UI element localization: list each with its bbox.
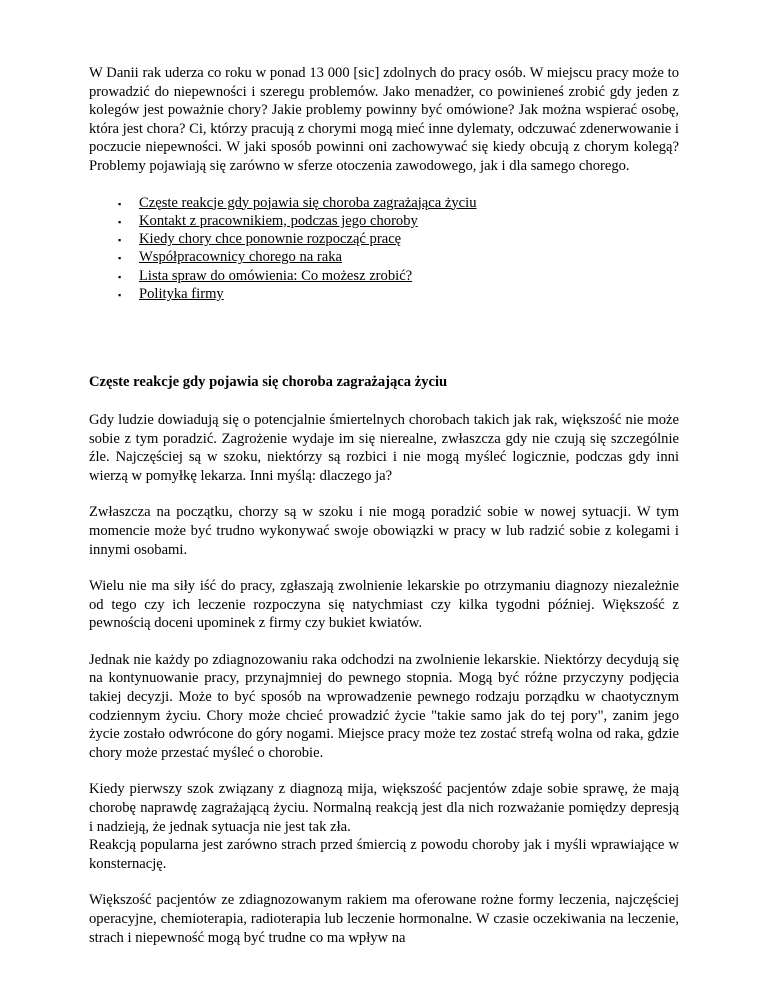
toc-item-checklist — [118, 267, 679, 285]
toc-link-company-policy[interactable]: Polityka firmy — [139, 286, 224, 303]
document-page — [89, 64, 679, 965]
section-paragraph: Wielu nie ma siły iść do pracy, zgłaszają zwolnienie lekarskie po otrzymaniu diagnozy niezależnie od tego czy ich leczenie rozpoczyna się natychmiast czy kilka tygodni później. Większość z pewnością doceni upominek z firmy czy bukiet kwiatów. — [89, 578, 679, 632]
square-bullet-icon: ▪ — [118, 271, 122, 282]
toc-link-common-reactions[interactable]: Częste reakcje gdy pojawia się choroba zagrażająca życiu — [139, 194, 477, 211]
square-bullet-icon: ▪ — [118, 216, 122, 227]
square-bullet-icon: ▪ — [118, 235, 122, 246]
toc-item-common-reactions — [118, 194, 679, 212]
toc-item-return-to-work — [118, 230, 679, 248]
section-paragraph: Większość pacjentów ze zdiagnozowanym rakiem ma oferowane rożne formy leczenia, najczęściej operacyjne, chemioterapia, radioterapia lub leczenie hormonalne. W czasie oczekiwania na leczenie, strach i niepewność mogą być trudne co ma wpływ na — [89, 892, 679, 946]
table-of-contents — [89, 194, 679, 304]
section-spacer — [89, 303, 679, 373]
square-bullet-icon: ▪ — [118, 253, 122, 264]
section-heading: Częste reakcje gdy pojawia się choroba zagrażająca życiu — [89, 374, 448, 391]
intro-paragraph: W Danii rak uderza co roku w ponad 13 000 [sic] zdolnych do pracy osób. W miejscu pracy może to prowadzić do niepewności i szeregu problemów. Jako menadżer, co powinieneś zrobić gdy jeden z kolegów jest poważnie chory? Jakie problemy powinny być omówione? Jak można wspierać osobę, która jest chora? Ci, którzy pracują z chorymi mogą mieć inne dylematy, odczuwać zdenerwowanie i poczucie niepewności. W jaki sposób powinni oni zachowywać się kiedy obcują z chorym kolegą? Problemy pojawiają się zarówno w sferze otoczenia zawodowego, jak i dla samego chorego. — [89, 65, 679, 174]
section-paragraph: Jednak nie każdy po zdiagnozowaniu raka odchodzi na zwolnienie lekarskie. Niektórzy decydują się na kontynuowanie pracy, przynajmniej do pewnego stopnia. Mogą być różne przyczyny podjęcia takiej decyzji. Może to być sposób na wprowadzenie pewnego rodzaju porządku w chaotycznym codziennym życiu. Chory może chcieć prowadzić życie "takie samo jak do tej pory", zanim jego życie zostało odwrócone do góry nogami. Miejsce pracy może tez zostać strefą wolna od raka, gdzie chory może przestać myśleć o chorobie. — [89, 651, 679, 761]
section-paragraph: Kiedy pierwszy szok związany z diagnozą mija, większość pacjentów zdaje sobie sprawę, że mają chorobę naprawdę zagrażającą życiu. Normalną reakcją jest dla nich rozważanie pomiędzy depresją i nadzieją, że jednak sytuacja nie jest tak zła. — [89, 781, 679, 835]
toc-item-coworkers — [118, 248, 679, 266]
square-bullet-icon: ▪ — [118, 290, 122, 301]
toc-link-checklist[interactable]: Lista spraw do omówienia: Co możesz zrobić? — [139, 267, 413, 284]
toc-link-contact[interactable]: Kontakt z pracownikiem, podczas jego choroby — [139, 212, 418, 229]
section-paragraph: Reakcją popularna jest zarówno strach przed śmiercią z powodu choroby jak i myśli wprawiające w konsternację. — [89, 837, 679, 872]
toc-link-coworkers[interactable]: Współpracownicy chorego na raka — [139, 249, 343, 266]
square-bullet-icon: ▪ — [118, 198, 122, 209]
toc-link-return-to-work[interactable]: Kiedy chory chce ponownie rozpocząć pracę — [139, 231, 402, 248]
section-paragraph: Zwłaszcza na początku, chorzy są w szoku i nie mogą poradzić sobie w nowej sytuacji. W tym momencie może być trudno wykonywać swoje obowiązki w pracy w lub radzić sobie z kolegami i innymi osobami. — [89, 504, 679, 558]
toc-item-contact — [118, 212, 679, 230]
section-paragraph: Gdy ludzie dowiadują się o potencjalnie śmiertelnych chorobach takich jak rak, większość nie może sobie z tym poradzić. Zagrożenie wydaje im się nierealne, zwłaszcza gdy nie czują się szczególnie źle. Najczęściej są w szoku, niektórzy są rozbici i nie mogą myśleć logicznie, podczas gdy inni wierzą w pomyłkę lekarza. Inni myślą: dlaczego ja? — [89, 411, 679, 484]
toc-item-company-policy — [118, 285, 679, 303]
